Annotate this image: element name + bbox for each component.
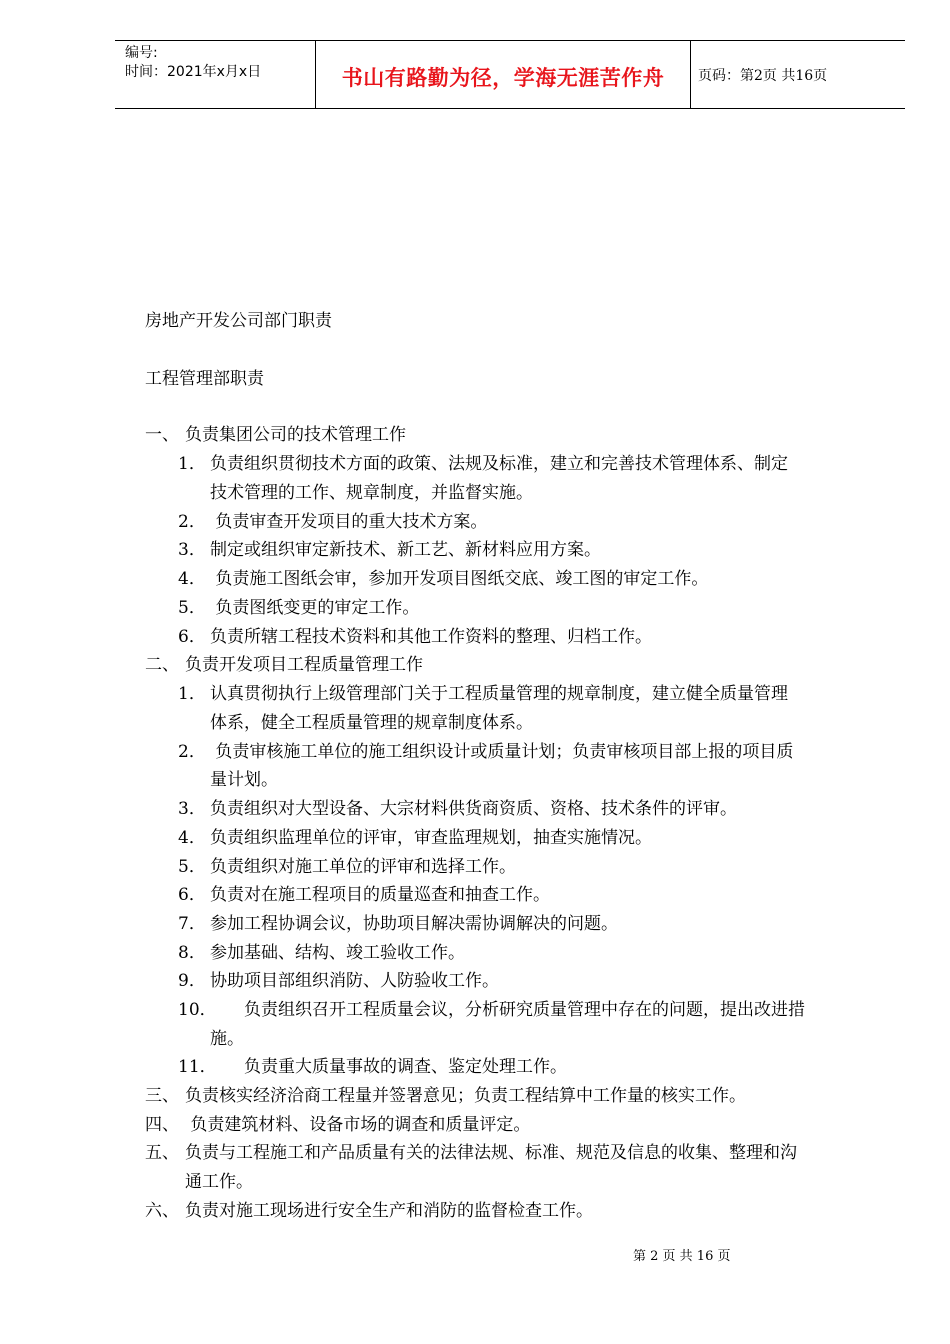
item-text: 协助项目部组织消防、人防验收工作。 <box>210 971 499 991</box>
section-number: 六、 <box>145 1201 179 1221</box>
item-text: 负责重大质量事故的调查、鉴定处理工作。 <box>244 1057 567 1077</box>
section-heading-3 <box>145 1084 746 1108</box>
section-heading-2 <box>145 653 423 677</box>
item-number: 6． <box>178 885 206 905</box>
list-item <box>178 826 652 850</box>
list-item <box>178 538 601 562</box>
list-item <box>178 740 793 764</box>
document-number: 编号: <box>125 45 158 61</box>
header-page-cell <box>690 41 905 108</box>
item-number: 7． <box>178 914 206 934</box>
item-number: 9． <box>178 971 206 991</box>
section-text: 负责建筑材料、设备市场的调查和质量评定。 <box>185 1115 531 1135</box>
list-item <box>178 912 618 936</box>
item-text: 负责审查开发项目的重大技术方案。 <box>210 512 488 532</box>
motto: 书山有路勤为径，学海无涯苦作舟 <box>341 65 665 90</box>
list-item <box>178 1055 567 1079</box>
section-text: 负责集团公司的技术管理工作 <box>185 425 406 445</box>
list-item <box>178 998 805 1022</box>
item-number: 4． <box>178 828 206 848</box>
list-item <box>178 452 788 476</box>
item-text: 负责组织贯彻技术方面的政策、法规及标准，建立和完善技术管理体系、制定 <box>210 454 788 474</box>
section-text: 负责对施工现场进行安全生产和消防的监督检查工作。 <box>185 1201 593 1221</box>
item-number: 2． <box>178 742 206 762</box>
document-date: 时间：2021年x月x日 <box>125 64 262 80</box>
section-heading-6 <box>145 1199 593 1223</box>
item-text: 认真贯彻执行上级管理部门关于工程质量管理的规章制度，建立健全质量管理 <box>210 684 788 704</box>
item-number: 2． <box>178 512 206 532</box>
section-number: 四、 <box>145 1115 179 1135</box>
list-item <box>178 969 499 993</box>
item-text: 制定或组织审定新技术、新工艺、新材料应用方案。 <box>210 540 601 560</box>
item-continuation: 体系，健全工程质量管理的规章制度体系。 <box>210 713 533 733</box>
section-text: 负责开发项目工程质量管理工作 <box>185 655 423 675</box>
list-item <box>178 941 465 965</box>
item-number: 6． <box>178 627 206 647</box>
item-text: 负责组织对施工单位的评审和选择工作。 <box>210 857 516 877</box>
list-item <box>178 797 737 821</box>
section-continuation: 通工作。 <box>185 1172 253 1192</box>
section-title: 工程管理部职责 <box>145 369 264 389</box>
item-number: 11． <box>178 1057 217 1077</box>
item-text: 参加基础、结构、竣工验收工作。 <box>210 943 465 963</box>
list-item <box>178 625 652 649</box>
section-text: 负责核实经济洽商工程量并签署意见；负责工程结算中工作量的核实工作。 <box>185 1086 746 1106</box>
item-number: 3． <box>178 799 206 819</box>
header-motto-cell <box>315 41 691 108</box>
section-heading-5 <box>145 1141 797 1165</box>
item-continuation: 施。 <box>210 1029 244 1049</box>
item-number: 5． <box>178 857 206 877</box>
item-text: 负责图纸变更的审定工作。 <box>210 598 420 618</box>
header-page-info: 页码：第2页 共16页 <box>698 68 828 84</box>
item-number: 5． <box>178 598 206 618</box>
item-number: 1． <box>178 454 206 474</box>
item-text: 负责对在施工程项目的质量巡查和抽查工作。 <box>210 885 550 905</box>
header-meta-cell <box>115 41 315 108</box>
list-item <box>178 883 550 907</box>
item-number: 4． <box>178 569 206 589</box>
list-item <box>178 682 788 706</box>
section-number: 二、 <box>145 655 179 675</box>
list-item <box>178 855 516 879</box>
item-text: 负责所辖工程技术资料和其他工作资料的整理、归档工作。 <box>210 627 652 647</box>
item-number: 1． <box>178 684 206 704</box>
page-footer: 第 2 页 共 16 页 <box>633 1249 731 1264</box>
item-number: 8． <box>178 943 206 963</box>
item-continuation: 量计划。 <box>210 770 278 790</box>
document-title: 房地产开发公司部门职责 <box>145 311 332 331</box>
section-heading-1 <box>145 423 406 447</box>
item-text: 负责施工图纸会审，参加开发项目图纸交底、竣工图的审定工作。 <box>210 569 709 589</box>
section-heading-4 <box>145 1113 530 1137</box>
item-text: 负责组织监理单位的评审，审查监理规划，抽查实施情况。 <box>210 828 652 848</box>
item-text: 负责审核施工单位的施工组织设计或质量计划；负责审核项目部上报的项目质 <box>210 742 794 762</box>
item-text: 负责组织召开工程质量会议，分析研究质量管理中存在的问题，提出改进措 <box>244 1000 805 1020</box>
item-text: 负责组织对大型设备、大宗材料供货商资质、资格、技术条件的评审。 <box>210 799 737 819</box>
section-number: 一、 <box>145 425 179 445</box>
page-header <box>115 40 905 109</box>
section-text: 负责与工程施工和产品质量有关的法律法规、标准、规范及信息的收集、整理和沟 <box>185 1143 797 1163</box>
section-number: 五、 <box>145 1143 179 1163</box>
item-number: 10． <box>178 1000 217 1020</box>
item-continuation: 技术管理的工作、规章制度，并监督实施。 <box>210 483 533 503</box>
section-number: 三、 <box>145 1086 179 1106</box>
list-item <box>178 510 487 534</box>
item-text: 参加工程协调会议，协助项目解决需协调解决的问题。 <box>210 914 618 934</box>
list-item <box>178 596 419 620</box>
list-item <box>178 567 708 591</box>
item-number: 3． <box>178 540 206 560</box>
